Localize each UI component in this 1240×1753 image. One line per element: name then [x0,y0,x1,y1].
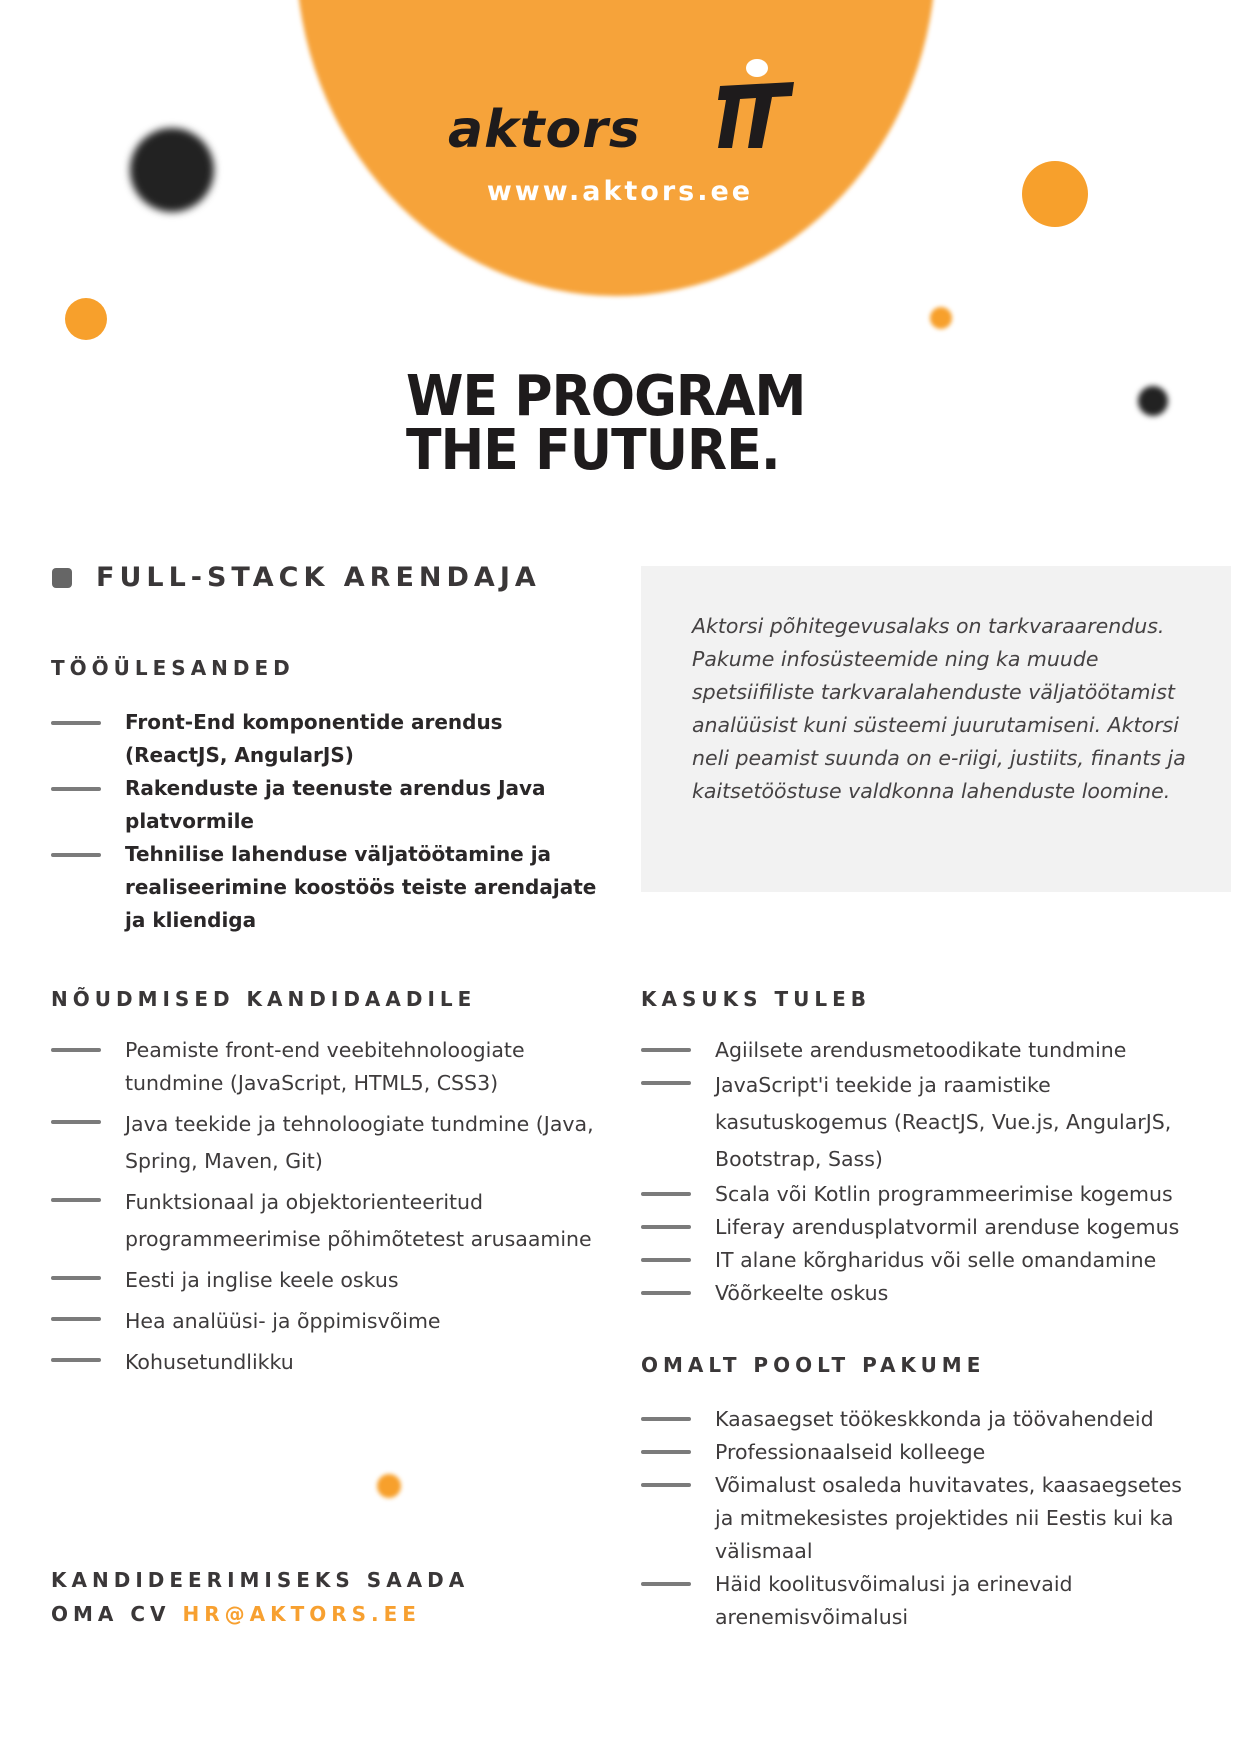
dash-icon [641,1450,691,1454]
tasks-list [51,706,611,937]
dash-icon [641,1483,691,1487]
list-item: Võõrkeelte oskus [641,1277,1201,1310]
offer-heading: OMALT POOLT PAKUME [641,1353,986,1377]
list-item: Võimalust osaleda huvitavates, kaasaegsetes ja mitmekesistes projektides nii Eestis kui ka välismaal [641,1469,1201,1568]
orange-dot [1022,161,1088,227]
job-title: FULL-STACK ARENDAJA [96,562,541,593]
aktors-logo[interactable] [440,52,800,162]
dash-icon [641,1417,691,1421]
orange-dot [930,307,952,329]
dash-icon [51,787,101,791]
requirements-list [51,1034,611,1381]
dash-icon [641,1225,691,1229]
headline-line-1: WE PROGRAM [406,364,806,429]
apply-line-2: OMA CV HR@AKTORS.EE [51,1602,421,1626]
list-item: Liferay arendusplatvormil arenduse kogemus [641,1211,1201,1244]
list-item: Funktsionaal ja objektorienteeritud programmeerimise põhimõtetest arusaamine [51,1184,611,1258]
list-item: Front-End komponentide arendus (ReactJS, AngularJS) [51,706,611,772]
dash-icon [51,1317,101,1321]
list-item: Rakenduste ja teenuste arendus Java platvormile [51,772,611,838]
dash-icon [51,1120,101,1124]
dash-icon [641,1048,691,1052]
list-item: Scala või Kotlin programmeerimise kogemus [641,1178,1201,1211]
list-item: Peamiste front-end veebitehnoloogiate tundmine (JavaScript, HTML5, CSS3) [51,1034,611,1100]
list-item: Kaasaegset töökeskkonda ja töövahendeid [641,1403,1201,1436]
dash-icon [641,1081,691,1085]
orange-dot [377,1474,401,1498]
dash-icon [51,721,101,725]
dash-icon [51,1198,101,1202]
page-headline [406,364,927,483]
dash-icon [51,853,101,857]
list-item: JavaScript'i teekide ja raamistike kasutuskogemus (ReactJS, Vue.js, AngularJS, Bootstrap, Sass) [641,1067,1201,1178]
offer-list [641,1403,1201,1634]
list-item: Eesti ja inglise keele oskus [51,1262,611,1299]
list-item: Tehnilise lahenduse väljatöötamine ja realiseerimine koostöös teiste arendajate ja kliendiga [51,838,611,937]
apply-line-1: KANDIDEERIMISEKS SAADA [51,1568,470,1592]
dash-icon [641,1582,691,1586]
headline-line-2: THE FUTURE. [406,418,780,483]
list-item: Häid koolitusvõimalusi ja erinevaid arenemisvõimalusi [641,1568,1201,1634]
bullet-square-icon [52,568,72,588]
dash-icon [51,1276,101,1280]
dark-blur-dot [130,128,214,212]
plus-list [641,1034,1201,1310]
dash-icon [641,1258,691,1262]
list-item: Agiilsete arendusmetoodikate tundmine [641,1034,1201,1067]
tasks-heading: TÖÖÜLESANDED [51,656,295,680]
aktors-figure-icon [702,56,802,156]
dash-icon [51,1358,101,1362]
dark-blur-dot [1138,386,1168,416]
apply-email-link[interactable]: HR@AKTORS.EE [182,1602,421,1626]
apply-callout [51,1563,469,1631]
requirements-heading: NÕUDMISED KANDIDAADILE [51,987,477,1011]
dash-icon [641,1291,691,1295]
plus-heading: KASUKS TULEB [641,987,872,1011]
list-item: Kohusetundlikku [51,1344,611,1381]
list-item: Java teekide ja tehnoloogiate tundmine (Java, Spring, Maven, Git) [51,1106,611,1180]
dash-icon [51,1048,101,1052]
dash-icon [641,1192,691,1196]
list-item: Professionaalseid kolleege [641,1436,1201,1469]
logo-wordmark: aktors [448,100,641,160]
company-intro: Aktorsi põhitegevusalaks on tarkvaraarendus. Pakume infosüsteemide ning ka muude spetsiifiliste tarkvaralahenduste väljatöötamist analüüsist kuni süsteemi juurutamiseni. Aktorsi neli peamist suunda on e-riigi, justiits, finants ja kaitsetööstuse valdkonna lahenduste loomine. [692,614,1186,803]
list-item: IT alane kõrgharidus või selle omandamine [641,1244,1201,1277]
orange-dot [65,298,107,340]
website-url[interactable]: www.aktors.ee [486,176,754,207]
list-item: Hea analüüsi- ja õppimisvõime [51,1303,611,1340]
